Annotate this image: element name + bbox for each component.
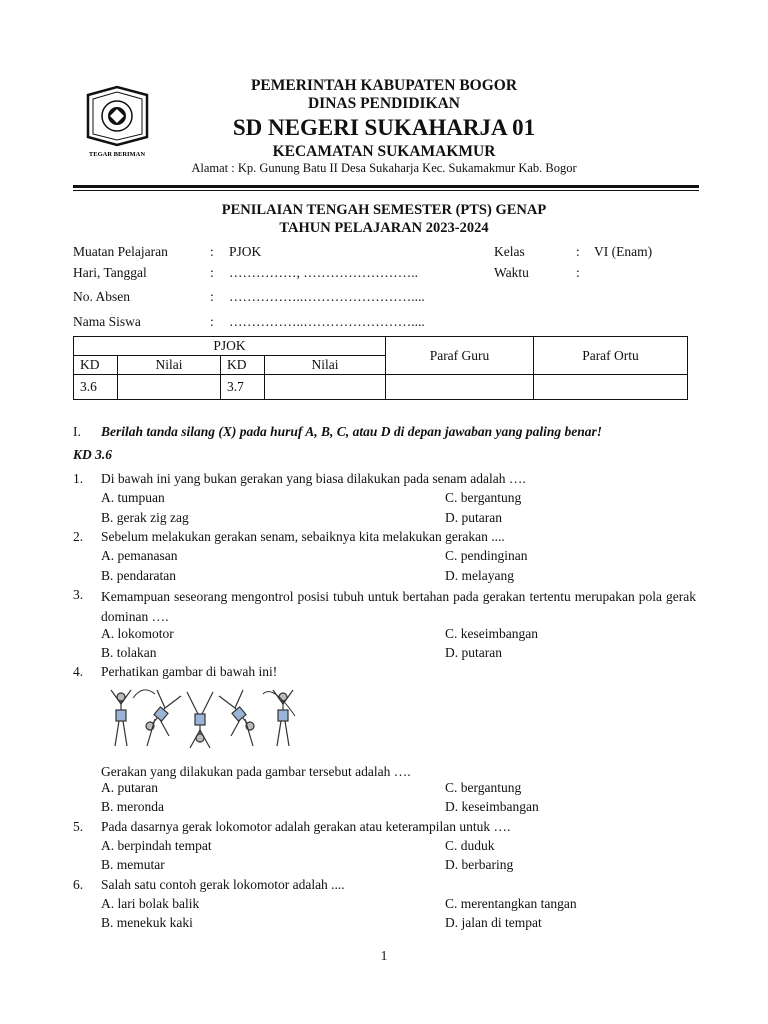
class-value: VI (Enam) <box>594 244 653 259</box>
name-label: Nama Siswa <box>73 314 141 329</box>
q2-option-a[interactable]: A. pemanasan <box>101 548 178 563</box>
q1-option-a[interactable]: A. tumpuan <box>101 490 165 505</box>
q6-option-b[interactable]: B. menekuk kaki <box>101 915 193 930</box>
exam-title: PENILAIAN TENGAH SEMESTER (PTS) GENAP <box>221 202 547 218</box>
logo-motto: TEGAR BERIMAN <box>88 151 146 158</box>
score-table <box>73 336 688 400</box>
subject-value: PJOK <box>229 244 262 259</box>
q1-option-c[interactable]: C. bergantung <box>445 490 522 505</box>
q2-option-b[interactable]: B. pendaratan <box>101 568 176 583</box>
q5-option-b[interactable]: B. memutar <box>101 857 165 872</box>
kd-heading: KD 3.6 <box>73 447 113 462</box>
paraf-ortu-cell[interactable] <box>534 375 688 400</box>
question-text: Sebelum melakukan gerakan senam, sebaiknya kita melakukan gerakan .... <box>101 529 505 544</box>
q5-option-a[interactable]: A. berpindah tempat <box>101 838 212 853</box>
question-text: Perhatikan gambar di bawah ini! <box>101 664 278 679</box>
paraf-guru-header: Paraf Guru <box>386 337 534 375</box>
question-text: Kemampuan seseorang mengontrol posisi tubuh untuk bertahan pada gerakan tertentu merupakan pola gerak dominan …. <box>101 589 696 624</box>
school-name: SD NEGERI SUKAHARJA 01 <box>232 115 536 140</box>
q4-option-c[interactable]: C. bergantung <box>445 780 522 795</box>
question-text: Salah satu contoh gerak lokomotor adalah .... <box>101 877 345 892</box>
paraf-guru-cell[interactable] <box>386 375 534 400</box>
header-line2: DINAS PENDIDIKAN <box>307 95 460 112</box>
district-name: KECAMATAN SUKAMAKMUR <box>272 143 496 160</box>
header-line1: PEMERINTAH KABUPATEN BOGOR <box>250 77 518 94</box>
question-number: 3. <box>73 587 84 602</box>
question-2 <box>73 529 696 547</box>
class-colon: : <box>576 244 580 259</box>
kd-header-1: KD <box>74 356 118 375</box>
exam-year: TAHUN PELAJARAN 2023-2024 <box>279 220 489 236</box>
question-1 <box>73 471 696 489</box>
q5-option-c[interactable]: C. duduk <box>445 838 495 853</box>
question-number: 6. <box>73 877 84 892</box>
school-address: Alamat : Kp. Gunung Batu II Desa Sukaharja Kec. Sukamakmur Kab. Bogor <box>191 161 577 175</box>
nilai-header-2: Nilai <box>265 356 386 375</box>
paraf-ortu-header: Paraf Ortu <box>534 337 688 375</box>
question-text: Di bawah ini yang bukan gerakan yang biasa dilakukan pada senam adalah …. <box>101 471 526 486</box>
day-colon: : <box>210 265 214 280</box>
subject-colon: : <box>210 244 214 259</box>
q1-option-d[interactable]: D. putaran <box>445 510 502 525</box>
section-instruction: Berilah tanda silang (X) pada huruf A, B, C, atau D di depan jawaban yang paling benar! <box>101 424 602 439</box>
q4-option-b[interactable]: B. meronda <box>101 799 164 814</box>
page-number: 1 <box>380 948 388 963</box>
q6-option-d[interactable]: D. jalan di tempat <box>445 915 542 930</box>
time-label: Waktu <box>494 265 529 280</box>
q4-followup-text: Gerakan yang dilakukan pada gambar tersebut adalah …. <box>101 764 411 779</box>
kd-value-2: 3.7 <box>221 375 265 400</box>
question-number: 1. <box>73 471 84 486</box>
question-5 <box>73 819 696 837</box>
question-4 <box>73 664 696 682</box>
q3-option-b[interactable]: B. tolakan <box>101 645 157 660</box>
q6-option-a[interactable]: A. lari bolak balik <box>101 896 200 911</box>
question-6 <box>73 877 696 895</box>
q3-option-a[interactable]: A. lokomotor <box>101 626 174 641</box>
time-colon: : <box>576 265 580 280</box>
nilai-cell-2[interactable] <box>265 375 386 400</box>
absen-field[interactable]: ……………..…………………….... <box>229 289 425 304</box>
q4-option-d[interactable]: D. keseimbangan <box>445 799 539 814</box>
question-text: Pada dasarnya gerak lokomotor adalah gerakan atau keterampilan untuk …. <box>101 819 511 834</box>
pjok-header: PJOK <box>74 337 386 356</box>
q2-option-d[interactable]: D. melayang <box>445 568 514 583</box>
q6-option-c[interactable]: C. merentangkan tangan <box>445 896 577 911</box>
q1-option-b[interactable]: B. gerak zig zag <box>101 510 189 525</box>
kd-value-1: 3.6 <box>74 375 118 400</box>
absen-colon: : <box>210 289 214 304</box>
q2-option-c[interactable]: C. pendinginan <box>445 548 528 563</box>
nilai-header-1: Nilai <box>118 356 221 375</box>
question-number: 5. <box>73 819 84 834</box>
kd-header-2: KD <box>221 356 265 375</box>
question-number: 4. <box>73 664 84 679</box>
header-rule-thin <box>73 190 699 191</box>
section-number: I. <box>73 424 81 439</box>
name-colon: : <box>210 314 214 329</box>
nilai-cell-1[interactable] <box>118 375 221 400</box>
q3-option-c[interactable]: C. keseimbangan <box>445 626 538 641</box>
name-field[interactable]: ……………..…………………….... <box>229 314 425 329</box>
q3-option-d[interactable]: D. putaran <box>445 645 502 660</box>
q4-option-a[interactable]: A. putaran <box>101 780 158 795</box>
class-label: Kelas <box>494 244 525 259</box>
absen-label: No. Absen <box>73 289 130 304</box>
header-rule-thick <box>73 185 699 188</box>
q5-option-d[interactable]: D. berbaring <box>445 857 514 872</box>
day-field[interactable]: ……………, …………………….. <box>229 265 418 280</box>
question-3 <box>73 587 696 625</box>
day-label: Hari, Tanggal <box>73 265 147 280</box>
question-number: 2. <box>73 529 84 544</box>
cartwheel-illustration <box>103 686 303 752</box>
subject-label: Muatan Pelajaran <box>73 244 168 259</box>
